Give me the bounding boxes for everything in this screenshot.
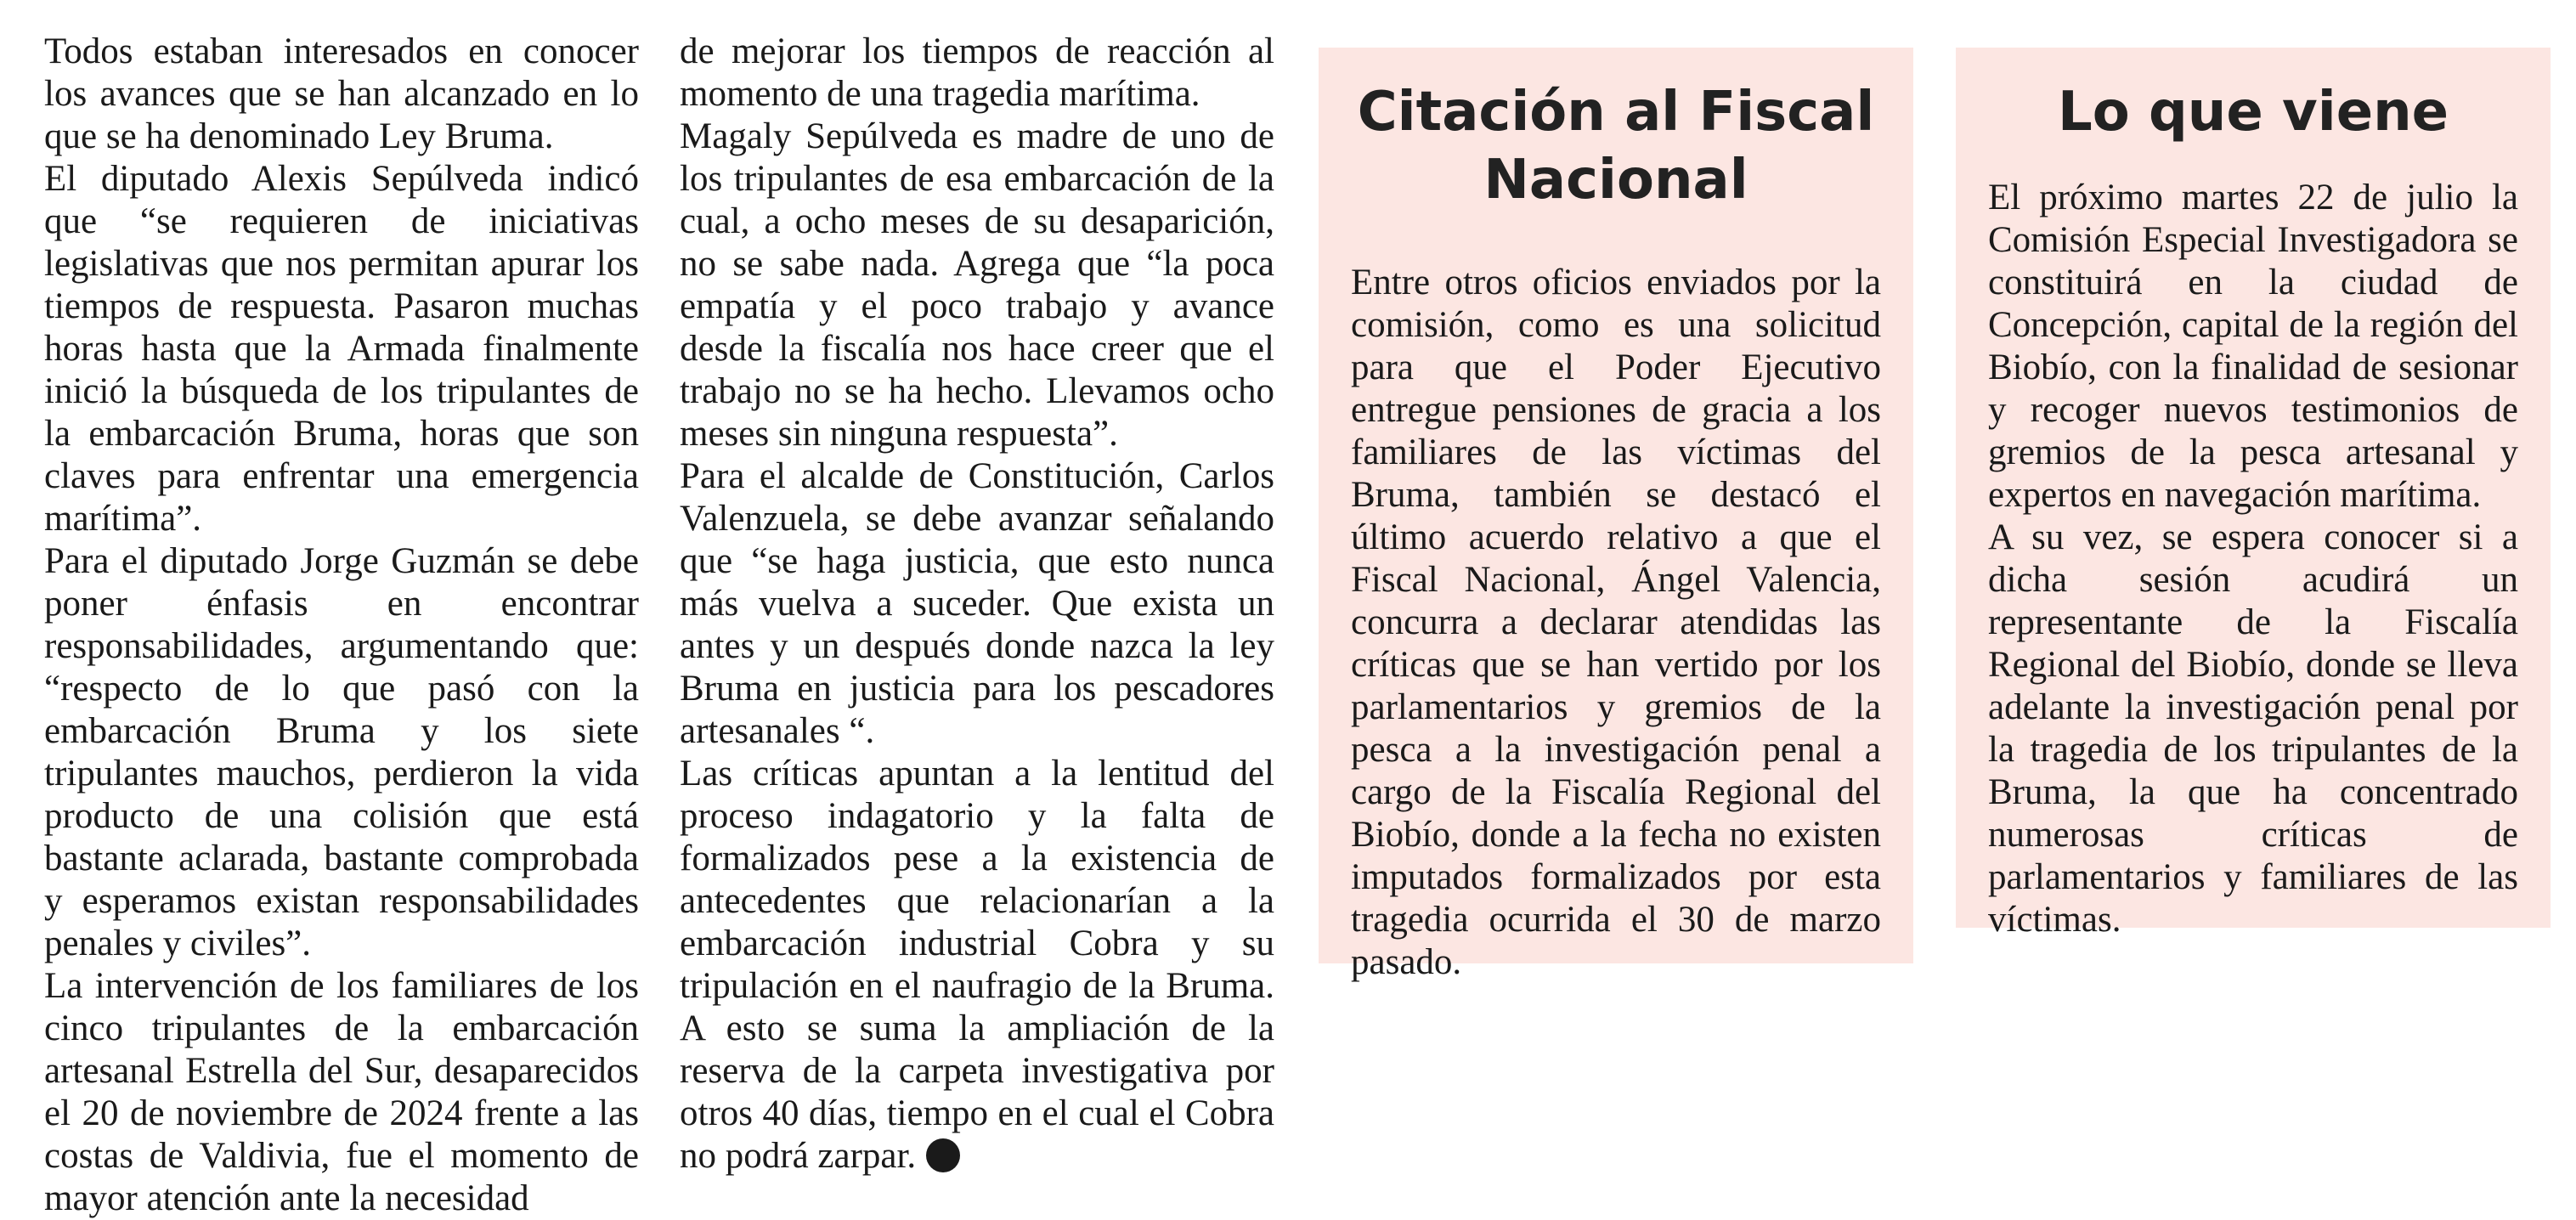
paragraph: Para el diputado Jorge Guzmán se debe poner énfasis en encontrar responsabilidades, argumentando que: “respecto de lo que pasó con la embarcación Bruma y los siete tripulantes mauchos, perdieron la vida producto de una colisión que está bastante aclarada, bastante comprobada y esperamos existan responsabilidades penales y civiles”. [44,541,639,963]
sidebar-body [1988,177,2518,941]
paragraph: El diputado Alexis Sepúlveda indicó que “se requieren de iniciativas legislativas que nos permitan apurar los tiempos de respuesta. Pasaron muchas horas hasta que la Armada finalmente inició la búsqueda de los tripulantes de la embarcación Bruma, horas que son claves para enfrentar una emergencia marítima”. [44,159,639,539]
paragraph-final [680,753,1274,1178]
paragraph-text: Las críticas apuntan a la lentitud del proceso indagatorio y la falta de formalizados pese a la existencia de antecedentes que relacionarían a la embarcación industrial Cobra y su tripulación en el naufragio de la Bruma. A esto se suma la ampliación de la reserva de la carpeta investigativa por otros 40 días, tiempo en el cual el Cobra no podrá zarpar. [680,754,1274,1176]
paragraph: Todos estaban interesados en conocer los avances que se han alcanzado en lo que se ha denominado Ley Bruma. [44,31,639,156]
paragraph: Magaly Sepúlveda es madre de uno de los tripulantes de esa embarcación de la cual, a ocho meses de su desaparición, no se sabe nada. Agrega que “la poca empatía y el poco trabajo y avance desde la fiscalía nos hace creer que el trabajo no se ha hecho. Llevamos ocho meses sin ninguna respuesta”. [680,116,1274,454]
sidebar-title: Citación al Fiscal Nacional [1357,81,1875,212]
paragraph: La intervención de los familiares de los cinco tripulantes de la embarcación artesanal Estrella del Sur, desaparecidos el 20 de noviembre de 2024 frente a las costas de Valdivia, fue el momento de mayor atención ante la necesidad [44,966,639,1218]
sidebar-box-fiscal [1319,48,1913,982]
paragraph: Para el alcalde de Constitución, Carlos Valenzuela, se debe avanzar señalando que “se haga justicia, que esto nunca más vuelva a suceder. Que exista un antes y un después donde nazca la ley Bruma en justicia para los pescadores artesanales “. [680,456,1274,751]
article-column-2 [680,31,1274,1178]
sidebar-body: Entre otros oficios enviados por la comisión, como es una solicitud para que el Poder Ejecutivo entregue pensiones de gracia a los familiares de las víctimas del Bruma, también se destacó el último acuerdo relativo a que el Fiscal Nacional, Ángel Valencia, concurra a declarar atendidas las críticas que se han vertido por los parlamentarios y gremios de la pesca a la investigación penal a cargo de la Fiscalía Regional del Biobío, donde a la fecha no existen imputados formalizados por esta tragedia ocurrida el 30 de marzo pasado. [1351,263,1881,982]
sidebar-title: Lo que viene [2057,81,2449,144]
article-column-1 [44,31,639,1220]
paragraph: A su vez, se espera conocer si a dicha sesión acudirá un representante de la Fiscalía Regional del Biobío, donde se lleva adelante la investigación penal por la tragedia de los tripulantes de la Bruma, la que ha concentrado numerosas críticas de parlamentarios y familiares de las víctimas. [1988,517,2518,940]
paragraph: de mejorar los tiempos de reacción al momento de una tragedia marítima. [680,31,1274,114]
paragraph: El próximo martes 22 de julio la Comisión Especial Investigadora se constituirá en la ciudad de Concepción, capital de la región del Biobío, con la finalidad de sesionar y recoger nuevos testimonios de gremios de la pesca artesanal y expertos en navegación marítima. [1988,178,2518,515]
end-mark-icon [926,1138,960,1172]
sidebar-box-lo-que-viene [1956,48,2551,940]
